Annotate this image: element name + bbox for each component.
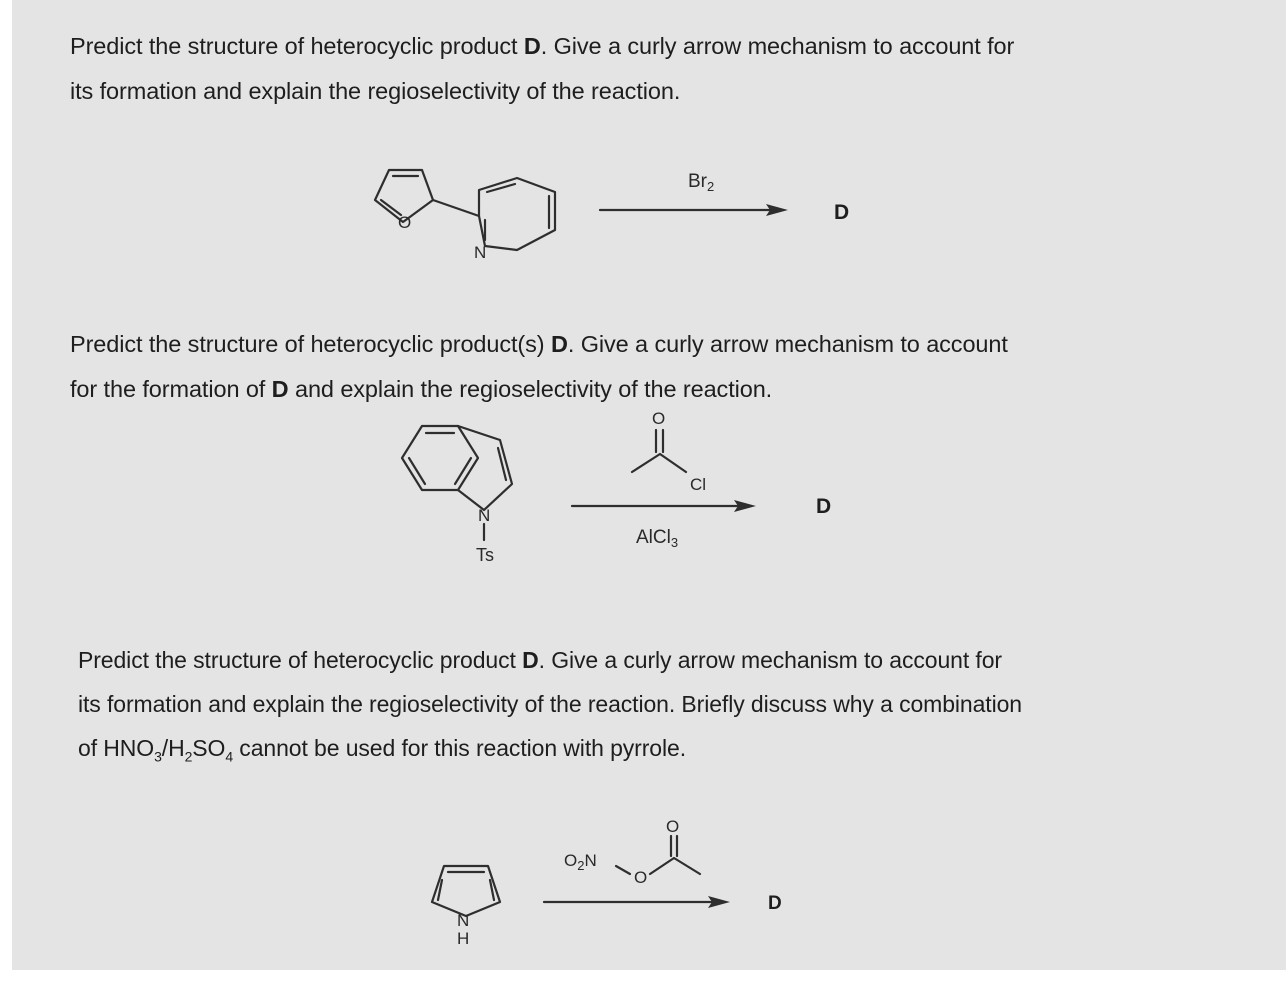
q3-pyrrole-nitrogen-label: N: [457, 911, 470, 930]
q1-pyridine-nitrogen-label: N: [474, 243, 487, 262]
q3-text-line-1: Predict the structure of heterocyclic product D. Give a curly arrow mechanism to account for: [78, 647, 1002, 673]
q1-furan-oxygen-label: O: [398, 213, 412, 232]
question-1-text: [70, 24, 1014, 114]
q3-pyrrole-hydrogen-label: H: [457, 929, 470, 948]
q3-nitro-group-label: $O_2N$: [564, 851, 597, 873]
q1-reagent-label: $Br_2$: [688, 171, 715, 194]
q3-product-label: D: [768, 893, 782, 914]
q2-carbonyl-oxygen-label: O: [652, 409, 666, 428]
q3-carbonyl-oxygen-label: O: [666, 817, 680, 836]
q3-text-line-3: of $HNO_3/H_2SO_4$ cannot be used for this reaction with pyrrole.: [78, 735, 686, 765]
q1-text-line-1: Predict the structure of heterocyclic product D. Give a curly arrow mechanism to account for: [70, 33, 1015, 59]
q3-ester-oxygen-label: O: [634, 868, 648, 887]
q2-indole-nitrogen-label: N: [478, 506, 491, 525]
question-2-text: [70, 322, 1008, 412]
q3-pyrrole-structure: [430, 856, 520, 956]
q2-n-tosyl-indole-structure: [382, 418, 552, 558]
q2-product-label: D: [816, 495, 832, 518]
q2-text-line-1: Predict the structure of heterocyclic product(s) D. Give a curly arrow mechanism to account: [70, 331, 1008, 357]
q1-product-label: D: [834, 201, 850, 224]
q1-text-line-2: its formation and explain the regioselectivity of the reaction.: [70, 78, 681, 104]
q2-catalyst-label: AlCl$_3$: [636, 527, 679, 550]
q2-text-line-2: for the formation of D and explain the regioselectivity of the reaction.: [70, 376, 773, 402]
q2-tosyl-group-label: Ts: [476, 545, 494, 565]
worksheet-page: [12, 0, 1286, 970]
q1-furyl-pyridine-structure: [367, 160, 567, 270]
q3-acetyl-nitrate-structure: [602, 826, 722, 896]
q2-acetyl-chloride-structure: [622, 409, 732, 492]
q3-reaction-arrow: [544, 892, 744, 912]
q2-chlorine-label: Cl: [690, 475, 707, 494]
q2-reaction-arrow: [572, 496, 772, 516]
q3-text-line-2: its formation and explain the regioselectivity of the reaction. Briefly discuss why a combination: [78, 691, 1022, 717]
q1-reaction-arrow: [600, 200, 800, 220]
question-3-text: [78, 638, 1022, 779]
